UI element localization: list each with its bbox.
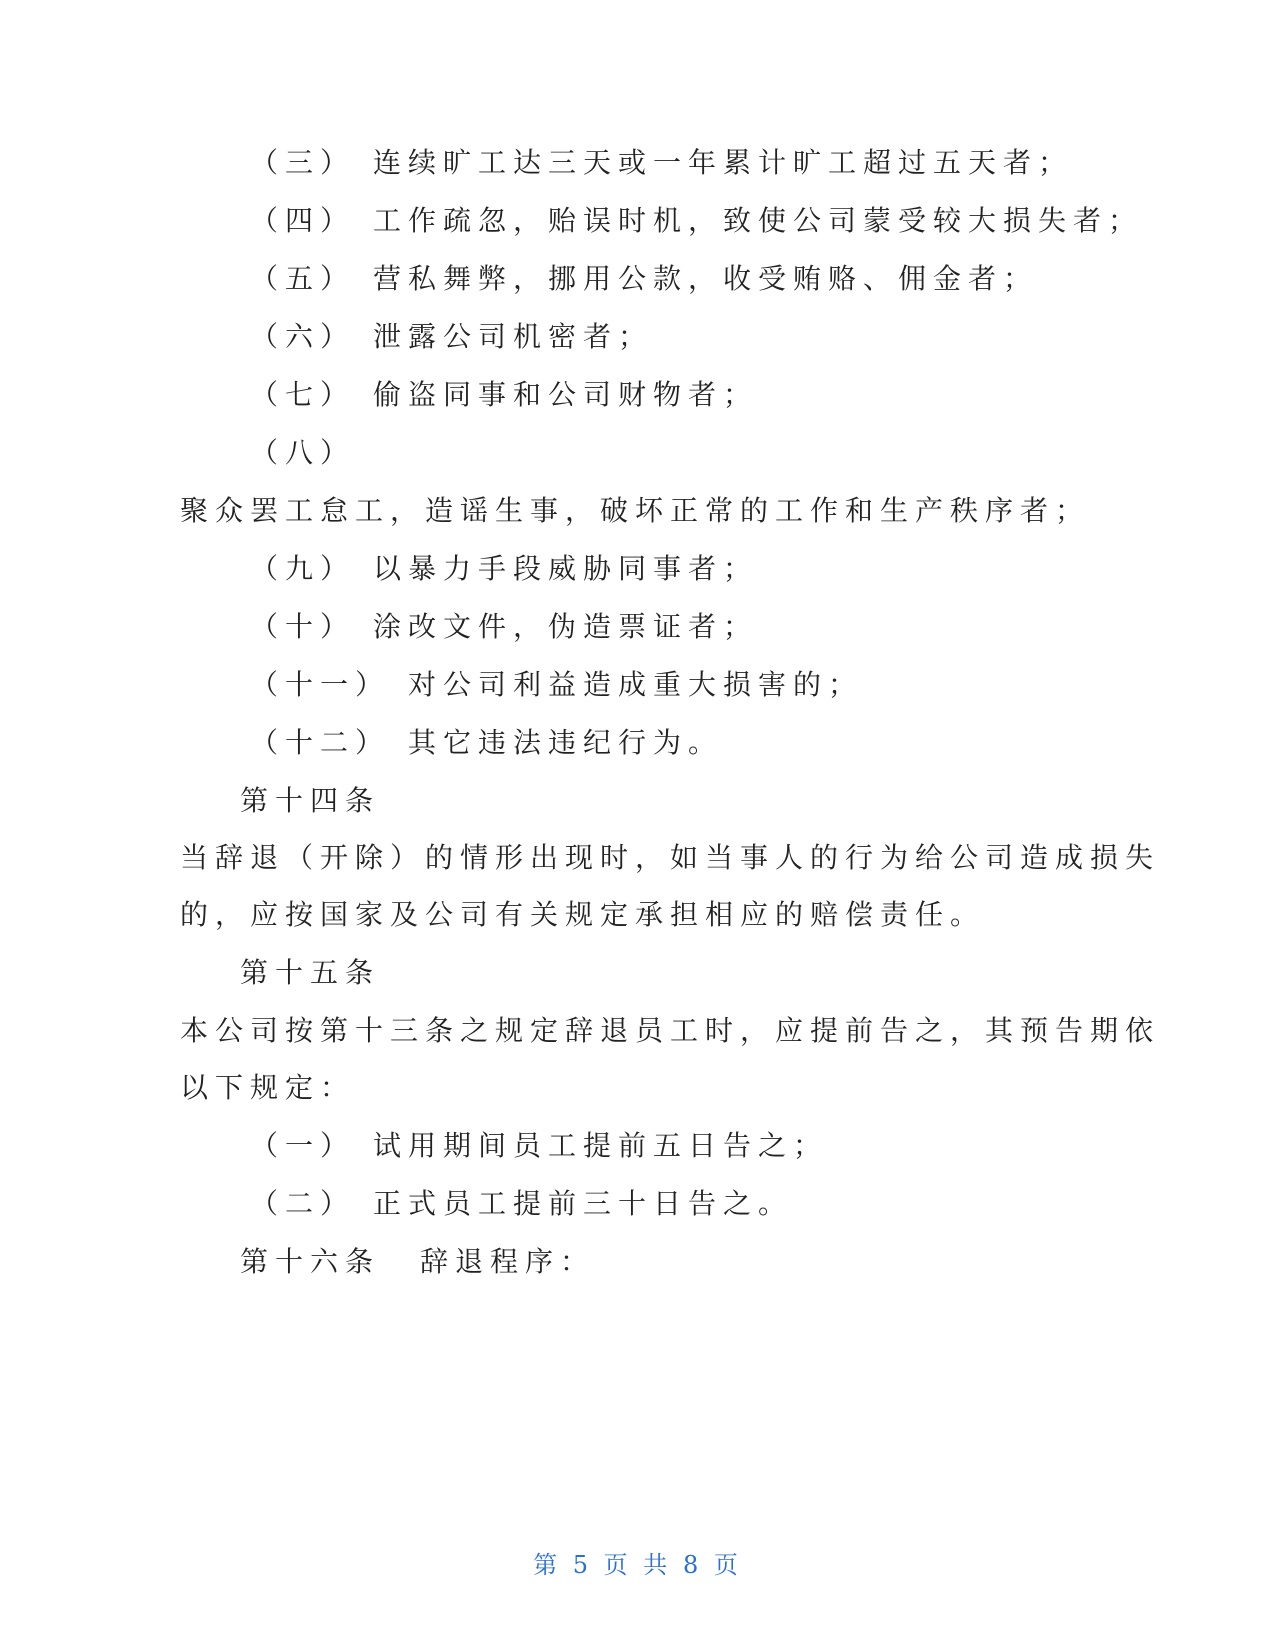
article-heading: 第十四条 [240, 784, 381, 817]
item-text: 连续旷工达三天或一年累计旷工超过五天者； [373, 146, 1074, 179]
item-text: 偷盗同事和公司财物者； [373, 378, 759, 411]
footer-suffix: 页 [713, 1551, 742, 1579]
list-item [250, 146, 1073, 180]
article-title: 辞退程序： [420, 1245, 596, 1278]
article-heading: 第十五条 [240, 956, 381, 989]
item-number: （十） [250, 610, 356, 643]
list-item [250, 378, 758, 412]
page-footer [0, 1545, 1275, 1580]
item-number: （三） [250, 146, 356, 179]
item-text: 涂改文件，伪造票证者； [373, 610, 759, 643]
item-number: （一） [250, 1129, 356, 1162]
item-number: （八） [250, 436, 356, 469]
item-text: 正式员工提前三十日告之。 [373, 1187, 794, 1220]
paragraph-line: 以下规定： [180, 1071, 356, 1104]
item-number: （十二） [250, 726, 391, 759]
paragraph-line: 本公司按第十三条之规定辞退员工时，应提前告之，其预告期依 [180, 1014, 1161, 1047]
current-page-number: 5 [572, 1551, 593, 1579]
list-item [250, 552, 758, 586]
paragraph-line: 当辞退（开除）的情形出现时，如当事人的行为给公司造成损失 [180, 841, 1161, 874]
item-text: 工作疏忽，贻误时机，致使公司蒙受较大损失者； [373, 204, 1144, 237]
footer-mid: 页 共 [603, 1551, 672, 1579]
item-number: （二） [250, 1187, 356, 1220]
item-text: 营私舞弊，挪用公款，收受贿赂、佣金者； [373, 262, 1039, 295]
item-text: 其它违法违纪行为。 [408, 726, 724, 759]
item-number: （十一） [250, 668, 391, 701]
article-heading-row [240, 1245, 595, 1279]
footer-prefix: 第 [533, 1551, 562, 1579]
item-number: （四） [250, 204, 356, 237]
item-text: 试用期间员工提前五日告之； [373, 1129, 829, 1162]
list-item [250, 204, 1143, 238]
item-number: （五） [250, 262, 356, 295]
item-text: 对公司利益造成重大损害的； [408, 668, 864, 701]
item-number: （七） [250, 378, 356, 411]
item-text: 泄露公司机密者； [373, 320, 654, 353]
list-item [250, 1129, 828, 1163]
article-heading: 第十六条 [240, 1245, 381, 1278]
list-item [250, 726, 723, 760]
list-item [250, 1187, 793, 1221]
item-text: 以暴力手段威胁同事者； [373, 552, 759, 585]
list-item [250, 320, 653, 354]
total-page-count: 8 [682, 1551, 703, 1579]
list-item [250, 262, 1038, 296]
list-item [250, 436, 355, 470]
item-number: （六） [250, 320, 356, 353]
item-continuation: 聚众罢工怠工，造谣生事，破坏正常的工作和生产秩序者； [180, 494, 1091, 527]
list-item [250, 610, 758, 644]
list-item [250, 668, 863, 702]
paragraph-line: 的，应按国家及公司有关规定承担相应的赔偿责任。 [180, 898, 986, 931]
item-number: （九） [250, 552, 356, 585]
